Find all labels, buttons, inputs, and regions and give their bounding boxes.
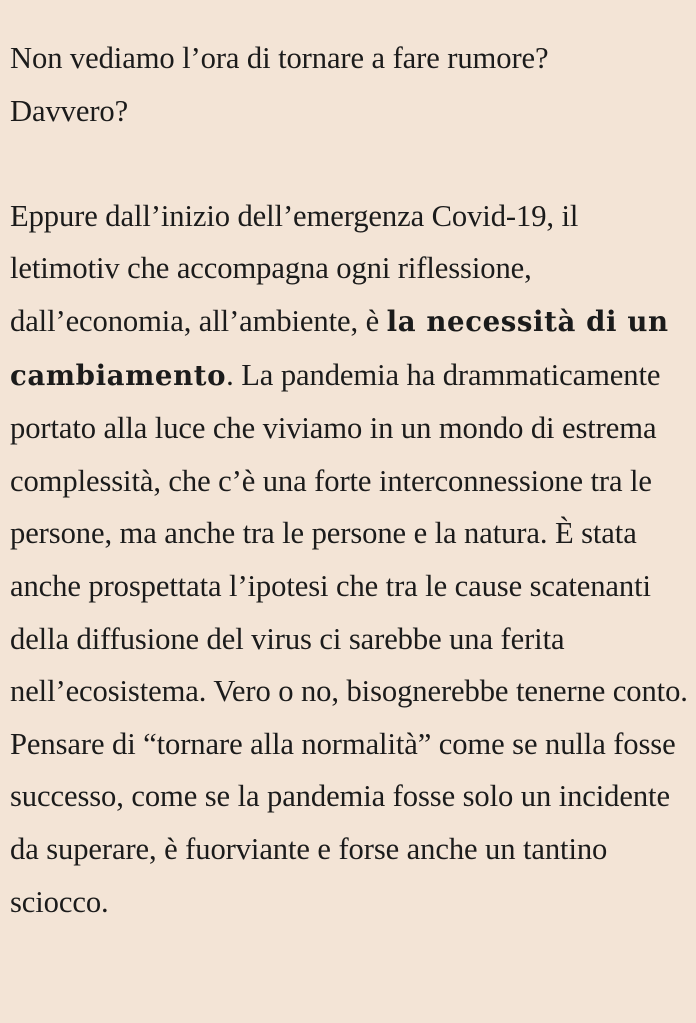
lead-question: Non vediamo l’ora di tornare a fare rumore? bbox=[10, 41, 549, 75]
lead-followup: Davvero? bbox=[10, 93, 129, 128]
lead-paragraph bbox=[10, 32, 690, 137]
body-paragraph bbox=[10, 190, 690, 928]
emphasis-text: la necessità di un cambiamento bbox=[10, 304, 669, 392]
article-body bbox=[10, 32, 690, 928]
body-rest-text: . La pandemia ha drammaticamente portato alla luce che viviamo in un mondo di estrema complessità, che c’è una forte interconnessione tra le persone, ma anche tra le persone e la natura. È stata anche prospettata l’ipotesi che tra le cause scatenanti della diffusione del virus ci sarebbe una ferita nell’ecosistema. Vero o no, bisognerebbe tenerne conto. Pensare di “tornare alla normalità” come se nulla fosse successo, come se la pandemia fosse solo un incidente da superare, è fuorviante e forse anche un tantino sciocco. bbox=[10, 357, 688, 919]
body-intro-text: Eppure dall’inizio dell’emergenza Covid-19, il letimotiv che accompagna ogni riflessione, dall’economia, all’ambiente, è bbox=[10, 198, 579, 338]
